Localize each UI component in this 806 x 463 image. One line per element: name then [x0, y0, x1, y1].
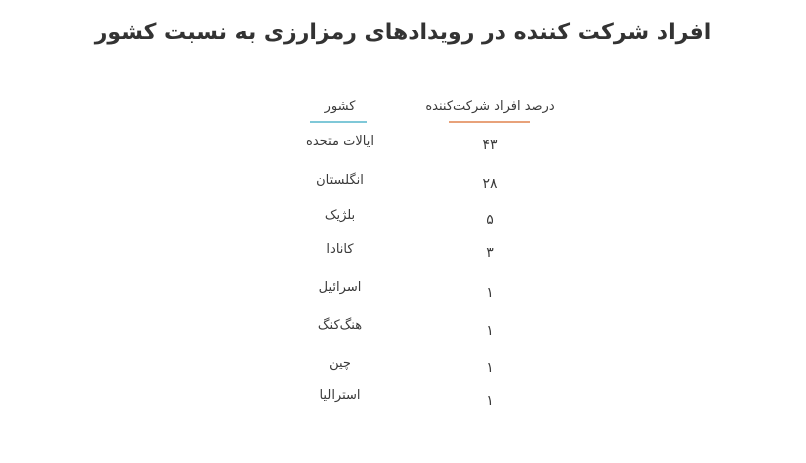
chart-title: افراد شرکت کننده در رویدادهای رمزارزی به نسبت کشور	[94, 20, 712, 45]
table-cell-percent: ۴۳	[482, 137, 498, 153]
table-cell-country: استرالیا	[319, 388, 361, 403]
table-cell-country: بلژیک	[324, 208, 356, 223]
table-cell-country: چین	[329, 356, 351, 371]
table-cell-percent: ۳	[486, 245, 494, 261]
column-header-percent-underline	[449, 121, 530, 123]
table-cell-percent: ۱	[486, 323, 494, 339]
table-cell-country: کانادا	[326, 242, 354, 257]
table-cell-percent: ۱	[486, 285, 494, 301]
table-cell-percent: ۱	[486, 393, 494, 409]
table-cell-country: ایالات متحده	[306, 134, 374, 149]
column-header-country: کشور	[324, 99, 356, 114]
column-header-percent: درصد افراد شرکت‌کننده	[425, 99, 555, 114]
table-cell-percent: ۱	[486, 360, 494, 376]
table-cell-country: هنگ‌کنگ	[317, 318, 363, 333]
table-cell-country: اسرائیل	[318, 280, 362, 295]
table-cell-percent: ۲۸	[482, 176, 498, 192]
table-cell-percent: ۵	[486, 212, 494, 228]
table-cell-country: انگلستان	[316, 173, 364, 188]
column-header-country-underline	[310, 121, 367, 123]
